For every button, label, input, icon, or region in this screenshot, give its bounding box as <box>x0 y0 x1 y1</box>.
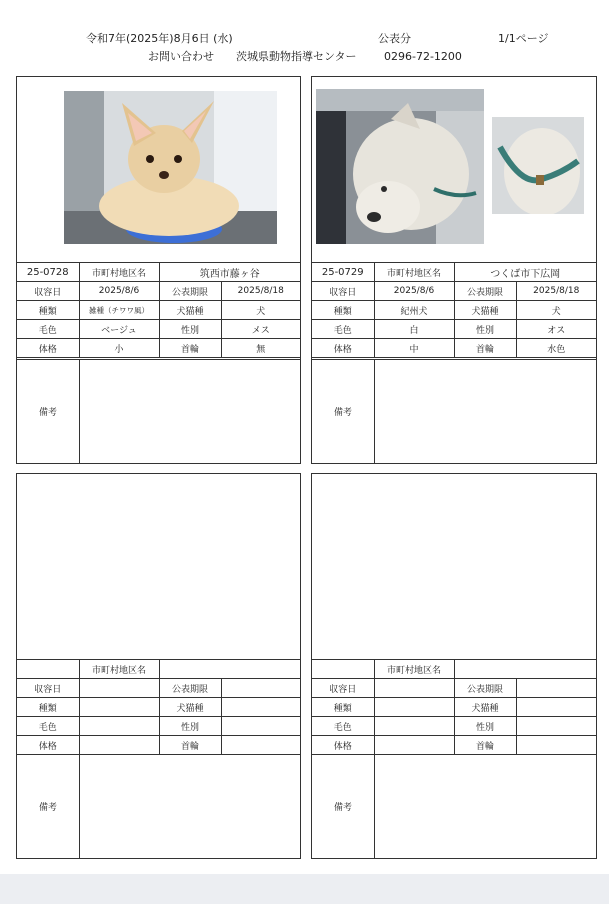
breed-label: 種類 <box>312 301 374 320</box>
viewer-bottom-bar <box>0 874 609 904</box>
kishu-collar-photo-image <box>492 117 584 214</box>
collar-label: 首輪 <box>454 339 516 358</box>
breed-value: 雑種（チワワ風） <box>79 301 159 320</box>
species-value <box>221 698 300 717</box>
size-value: 中 <box>374 339 454 358</box>
animal-id <box>17 660 79 679</box>
color-value: 白 <box>374 320 454 339</box>
contact-label: お問い合わせ <box>148 50 214 63</box>
intake-label: 収容日 <box>312 679 374 698</box>
intake-value: 2025/8/6 <box>79 282 159 301</box>
animal-card-2 <box>311 76 597 464</box>
sex-label: 性別 <box>454 717 516 736</box>
page-indicator: 1/1ページ <box>498 32 549 45</box>
color-value <box>374 717 454 736</box>
report-date: 令和7年(2025年)8月6日 (水) <box>86 32 233 45</box>
intake-value: 2025/8/6 <box>374 282 454 301</box>
period-value <box>221 679 300 698</box>
area-value: つくば市下広岡 <box>454 263 596 282</box>
breed-label: 種類 <box>312 698 374 717</box>
sex-label: 性別 <box>159 717 221 736</box>
period-value: 2025/8/18 <box>516 282 596 301</box>
area-value <box>454 660 596 679</box>
dog-photo-main[interactable] <box>316 89 484 244</box>
breed-label: 種類 <box>17 698 79 717</box>
remarks-section <box>17 754 300 858</box>
breed-value <box>374 698 454 717</box>
sex-label: 性別 <box>159 320 221 339</box>
intake-label: 収容日 <box>312 282 374 301</box>
chihuahua-photo-image <box>64 91 277 244</box>
dog-photo-sub[interactable] <box>492 117 584 214</box>
breed-value: 紀州犬 <box>374 301 454 320</box>
area-value: 筑西市藤ヶ谷 <box>159 263 300 282</box>
sex-label: 性別 <box>454 320 516 339</box>
species-label: 犬猫種 <box>454 301 516 320</box>
intake-value <box>79 679 159 698</box>
color-value <box>79 717 159 736</box>
collar-label: 首輪 <box>159 339 221 358</box>
period-value <box>516 679 596 698</box>
size-value <box>79 736 159 755</box>
collar-label: 首輪 <box>454 736 516 755</box>
animal-id: 25-0729 <box>312 263 374 282</box>
area-label: 市町村地区名 <box>374 660 454 679</box>
remarks-section <box>312 359 596 463</box>
area-label: 市町村地区名 <box>374 263 454 282</box>
period-label: 公表期限 <box>159 679 221 698</box>
color-label: 毛色 <box>312 320 374 339</box>
sex-value: オス <box>516 320 596 339</box>
color-label: 毛色 <box>17 717 79 736</box>
breed-label: 種類 <box>17 301 79 320</box>
remarks-section <box>312 754 596 858</box>
period-label: 公表期限 <box>159 282 221 301</box>
size-label: 体格 <box>17 339 79 358</box>
size-label: 体格 <box>17 736 79 755</box>
center-phone: 0296-72-1200 <box>384 50 462 63</box>
kishu-photo-image <box>316 89 484 244</box>
species-value: 犬 <box>221 301 300 320</box>
collar-label: 首輪 <box>159 736 221 755</box>
info-table <box>17 659 300 755</box>
area-label: 市町村地区名 <box>79 660 159 679</box>
size-value <box>374 736 454 755</box>
animal-id <box>312 660 374 679</box>
animal-id: 25-0728 <box>17 263 79 282</box>
animal-card-1 <box>16 76 301 464</box>
collar-value <box>516 736 596 755</box>
photo-area-empty <box>312 474 596 659</box>
remarks-label: 備考 <box>17 360 80 463</box>
species-value: 犬 <box>516 301 596 320</box>
color-label: 毛色 <box>312 717 374 736</box>
area-value <box>159 660 300 679</box>
sex-value: メス <box>221 320 300 339</box>
size-label: 体格 <box>312 736 374 755</box>
center-name: 茨城県動物指導センター <box>236 50 357 63</box>
intake-value <box>374 679 454 698</box>
size-label: 体格 <box>312 339 374 358</box>
species-label: 犬猫種 <box>159 698 221 717</box>
color-value: ベージュ <box>79 320 159 339</box>
color-label: 毛色 <box>17 320 79 339</box>
breed-value <box>79 698 159 717</box>
dog-photo[interactable] <box>64 91 277 244</box>
remarks-label: 備考 <box>312 755 375 858</box>
sex-value <box>516 717 596 736</box>
species-label: 犬猫種 <box>454 698 516 717</box>
photo-area-empty <box>17 474 300 659</box>
collar-value: 水色 <box>516 339 596 358</box>
remarks-section <box>17 359 300 463</box>
report-category: 公表分 <box>378 32 411 45</box>
area-label: 市町村地区名 <box>79 263 159 282</box>
remarks-label: 備考 <box>17 755 80 858</box>
photo-area <box>17 77 300 262</box>
species-value <box>516 698 596 717</box>
photo-area <box>312 77 596 262</box>
intake-label: 収容日 <box>17 282 79 301</box>
species-label: 犬猫種 <box>159 301 221 320</box>
animal-card-4 <box>311 473 597 859</box>
collar-value <box>221 736 300 755</box>
info-table <box>312 659 596 755</box>
info-table <box>17 262 300 358</box>
period-value: 2025/8/18 <box>221 282 300 301</box>
size-value: 小 <box>79 339 159 358</box>
collar-value: 無 <box>221 339 300 358</box>
animal-card-3 <box>16 473 301 859</box>
period-label: 公表期限 <box>454 282 516 301</box>
remarks-label: 備考 <box>312 360 375 463</box>
sex-value <box>221 717 300 736</box>
intake-label: 収容日 <box>17 679 79 698</box>
period-label: 公表期限 <box>454 679 516 698</box>
info-table <box>312 262 596 358</box>
